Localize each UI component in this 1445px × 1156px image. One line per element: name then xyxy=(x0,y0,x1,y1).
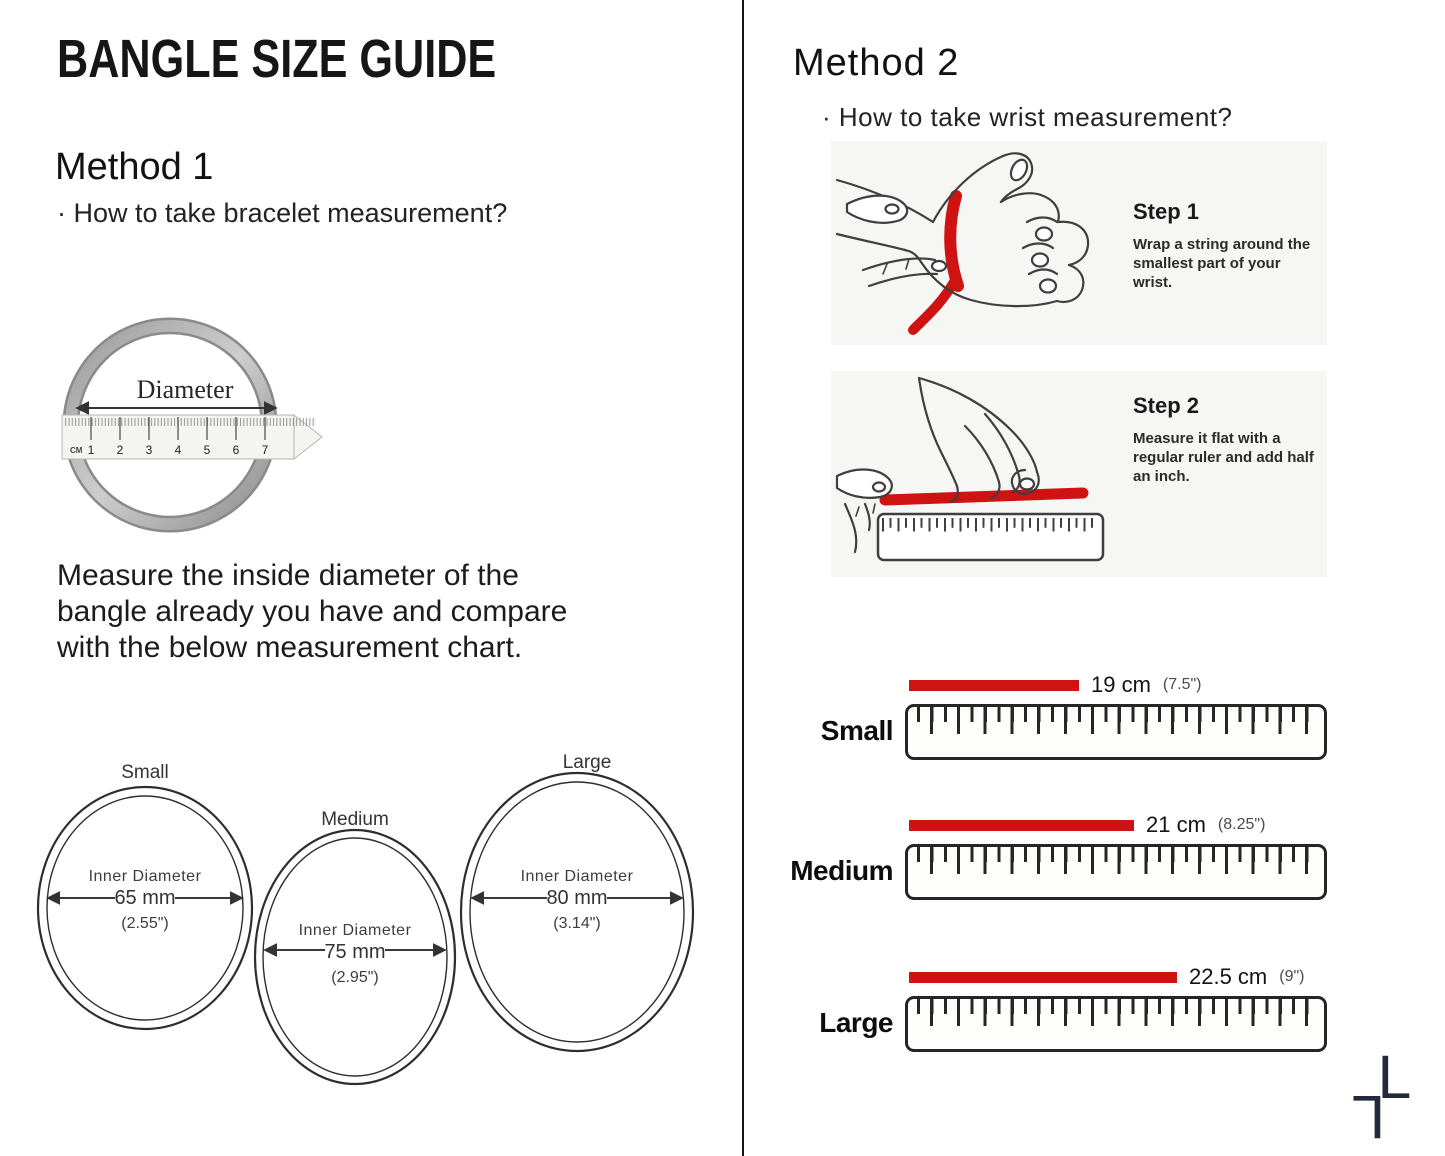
size-circle-large xyxy=(461,752,693,1051)
method1-question: · How to take bracelet measurement? xyxy=(57,198,508,228)
step2-panel xyxy=(831,371,1327,577)
inner-diameter-label: Inner Diameter xyxy=(298,922,412,939)
bangle-diameter-figure xyxy=(42,292,347,564)
size-circle-medium xyxy=(255,809,455,1084)
ruler-graphic xyxy=(905,704,1327,760)
inner-diameter-mm: 75 mm xyxy=(324,941,386,963)
description-line: Wrap a string around the xyxy=(1133,236,1311,253)
logo-letter-bottom: L xyxy=(1351,1083,1386,1152)
method2-heading: Method 2 xyxy=(793,42,960,84)
diameter-label: Diameter xyxy=(136,375,234,404)
size-label: Small xyxy=(820,715,893,746)
ruler-number: 6 xyxy=(232,443,240,457)
description-line: bangle already you have and compare xyxy=(57,595,568,628)
step-description xyxy=(1133,429,1314,486)
measurement-line xyxy=(909,812,1265,838)
ruler-unit-label: CM xyxy=(70,446,83,455)
measurement-bar xyxy=(909,972,1177,983)
size-label: Medium xyxy=(790,855,893,886)
description-line: with the below measurement chart. xyxy=(57,631,523,664)
size-label: Large xyxy=(819,1007,893,1038)
step-title: Step 1 xyxy=(1133,199,1200,224)
size-name-label: Small xyxy=(121,762,169,783)
wrist-ruler-row-small xyxy=(790,660,1350,785)
measurement-inches: (8.25") xyxy=(1217,816,1266,833)
measurement-value: 22.5 cm xyxy=(1189,964,1268,989)
step-title: Step 2 xyxy=(1133,393,1200,418)
description-line: Measure it flat with a xyxy=(1133,430,1281,447)
inner-diameter-label: Inner Diameter xyxy=(520,868,634,885)
method1-heading: Method 1 xyxy=(55,146,214,188)
inner-diameter-inches: (3.14") xyxy=(553,915,601,932)
method1-description xyxy=(57,558,567,666)
method2-question: · How to take wrist measurement? xyxy=(822,102,1233,132)
measurement-bar xyxy=(909,680,1079,691)
ruler-number: 2 xyxy=(116,443,124,457)
measurement-inches: (9") xyxy=(1279,968,1305,985)
ruler-graphic xyxy=(905,996,1327,1052)
inner-diameter-inches: (2.95") xyxy=(331,969,379,986)
inner-diameter-mm: 65 mm xyxy=(114,887,176,909)
measurement-bar xyxy=(909,820,1134,831)
wrist-ruler-row-large xyxy=(790,952,1350,1077)
ruler-number: 3 xyxy=(145,443,153,457)
description-line: regular ruler and add half xyxy=(1133,449,1314,466)
measurement-value: 21 cm xyxy=(1146,812,1206,837)
ruler-graphic xyxy=(905,844,1327,900)
measurement-value: 19 cm xyxy=(1091,672,1151,697)
measurement-line xyxy=(909,672,1202,698)
ruler-number: 4 xyxy=(174,443,182,457)
description-line: Measure the inside diameter of the xyxy=(57,559,519,592)
wrist-string-illustration xyxy=(833,144,1133,342)
ruler-number: 5 xyxy=(203,443,211,457)
ruler-number: 7 xyxy=(261,443,269,457)
size-name-label: Large xyxy=(562,752,612,773)
size-name-label: Medium xyxy=(321,809,389,830)
description-line: smallest part of your xyxy=(1133,255,1281,272)
ruler-number: 1 xyxy=(87,443,95,457)
measurement-inches: (7.5") xyxy=(1162,676,1202,693)
description-line: an inch. xyxy=(1133,468,1190,485)
size-circle-small xyxy=(38,762,252,1029)
logo-letter-top: L xyxy=(1377,1043,1412,1112)
wrist-ruler-row-medium xyxy=(790,800,1350,925)
size-chart-figure xyxy=(25,748,715,1103)
brand-logo xyxy=(1350,1042,1445,1155)
step1-panel xyxy=(831,141,1327,345)
step-description xyxy=(1133,235,1310,292)
inner-diameter-label: Inner Diameter xyxy=(88,868,202,885)
column-divider xyxy=(742,0,744,1156)
inner-diameter-inches: (2.55") xyxy=(121,915,169,932)
page-title: BANGLE SIZE GUIDE xyxy=(57,29,497,89)
ruler-measure-illustration xyxy=(833,374,1133,572)
measurement-line xyxy=(909,964,1305,990)
inner-diameter-mm: 80 mm xyxy=(546,887,608,909)
description-line: wrist. xyxy=(1133,274,1173,291)
bangle-ruler xyxy=(62,415,322,459)
